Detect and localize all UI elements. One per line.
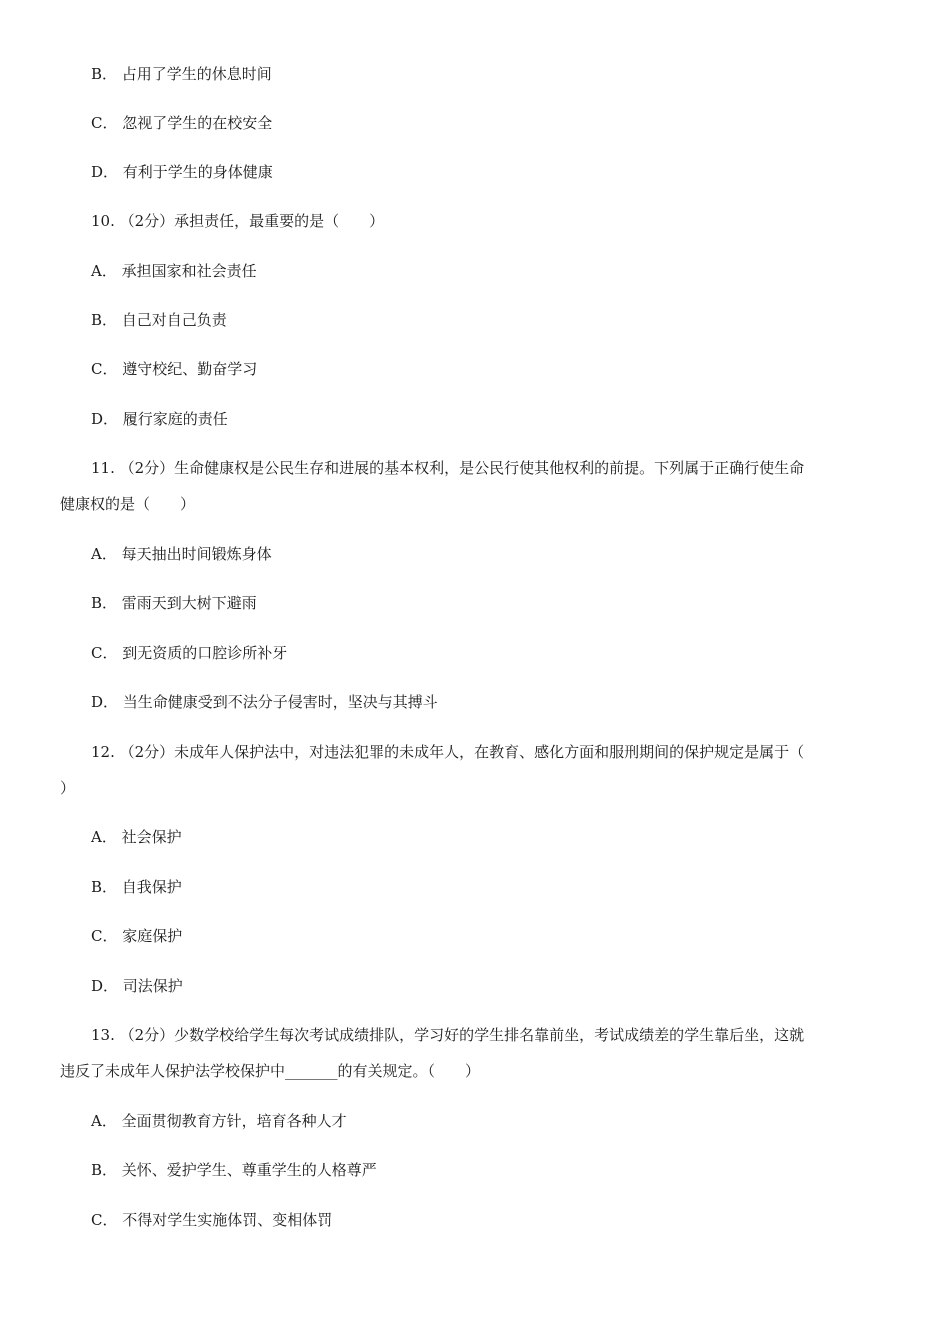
option-11c: C． 到无资质的口腔诊所补牙 (91, 644, 288, 662)
question-10: 10. （2分）承担责任，最重要的是（ ） (91, 212, 385, 230)
option-10c: C． 遵守校纪、勤奋学习 (91, 360, 258, 378)
question-11: 11. （2分）生命健康权是公民生存和进展的基本权利，是公民行使其他权利的前提。下列属于正确行使生命 (91, 459, 805, 477)
option-12c: C． 家庭保护 (91, 927, 183, 945)
option-12d: D． 司法保护 (91, 977, 183, 995)
question-12-cont: ） (60, 779, 76, 797)
option-11b: B． 雷雨天到大树下避雨 (91, 594, 257, 612)
question-12: 12. （2分）未成年人保护法中，对违法犯罪的未成年人，在教育、感化方面和服刑期间的保护规定是属于（ (91, 743, 805, 761)
option-13c: C． 不得对学生实施体罚、变相体罚 (91, 1211, 333, 1229)
option-13a: A． 全面贯彻教育方针，培育各种人才 (91, 1112, 347, 1130)
option-10b: B． 自己对自己负责 (91, 311, 227, 329)
option-9b: B． 占用了学生的休息时间 (91, 65, 272, 83)
option-9c: C． 忽视了学生的在校安全 (91, 114, 273, 132)
question-13-cont: 违反了未成年人保护法学校保护中_______的有关规定。（ ） (60, 1062, 481, 1080)
option-10a: A． 承担国家和社会责任 (91, 262, 257, 280)
option-11a: A． 每天抽出时间锻炼身体 (91, 545, 272, 563)
option-9d: D． 有利于学生的身体健康 (91, 163, 273, 181)
option-12b: B． 自我保护 (91, 878, 182, 896)
question-11-cont: 健康权的是（ ） (60, 495, 196, 513)
option-10d: D． 履行家庭的责任 (91, 410, 228, 428)
option-11d: D． 当生命健康受到不法分子侵害时，坚决与其搏斗 (91, 693, 438, 711)
option-13b: B． 关怀、爱护学生、尊重学生的人格尊严 (91, 1161, 377, 1179)
question-13: 13. （2分）少数学校给学生每次考试成绩排队，学习好的学生排名靠前坐，考试成绩差的学生靠后坐，这就 (91, 1026, 805, 1044)
option-12a: A． 社会保护 (91, 828, 182, 846)
